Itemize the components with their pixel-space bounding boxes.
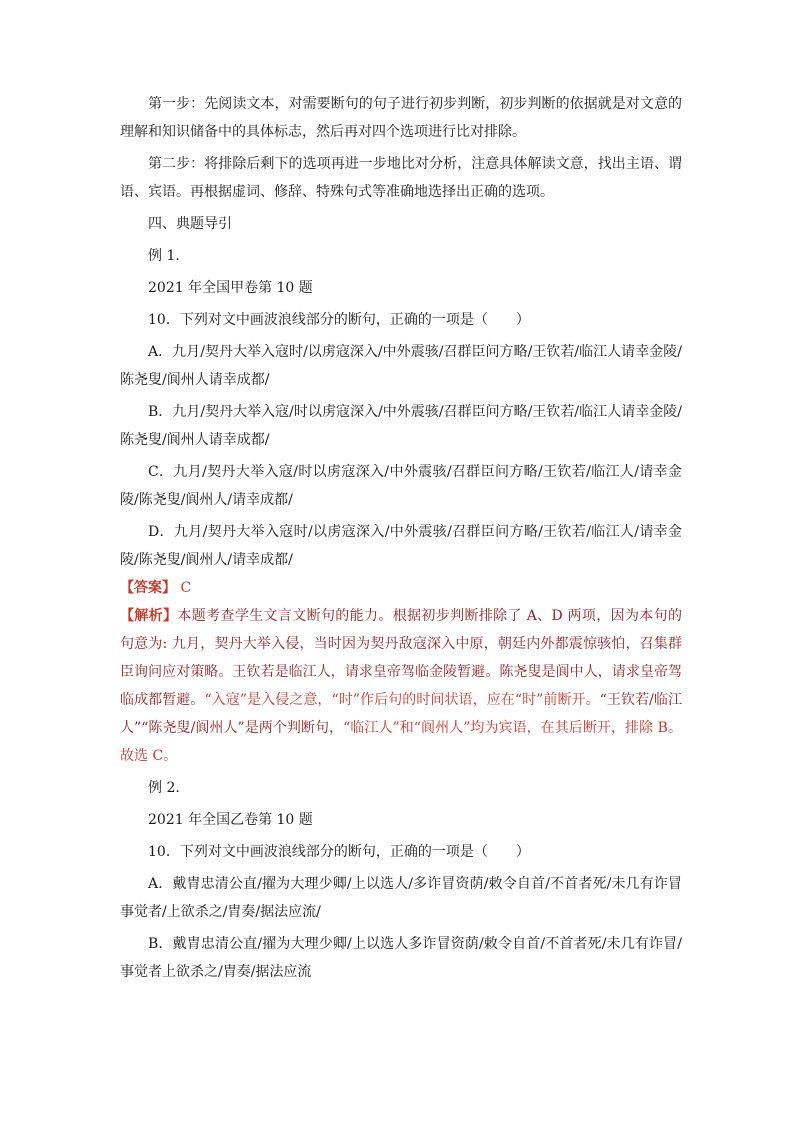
answer-value: C [180,580,192,596]
analysis-text-1: 本题考查学生文言文断句的能力。根据初步判断排除了 A、D 两项，因为本句的句意为: 九月，契丹大举入侵，当时因为契丹敌寇深入中原，朝廷内外都震惊骇怕，召集群臣询问应对策略。王钦若是临江人，请求皇帝驾临金陵暂避。陈尧叟是阆中人，请求皇帝驾临成都暂避。 [120,608,683,708]
example-1-source: 2021 年全国甲卷第 10 题 [148,280,313,296]
example-1-option-d: D．九月/契丹大举入寇时/以虏寇深入/中外震骇/召群臣问方略/王钦若/临江人/请幸金陵/陈尧叟/阆州人/请幸成都/ [120,524,682,568]
example-2-option-a: A．戴胄忠清公直/擢为大理少卿/上以选人/多诈冒资荫/敕令自首/不首者死/未几有诈冒事觉者/上欲杀之/胄奏/据法应流/ [120,876,682,920]
method-step-2: 第二步：将排除后剩下的选项再进一步地比对分析，注意具体解读文意，找出主语、谓语、宾语。再根据虚词、修辞、特殊句式等准确地选择出正确的选项。 [120,156,682,200]
example-2-option-b: B．戴胄忠清公直/擢为大理少卿/上以选人多诈冒资荫/敕令自首/不首者死/未几有诈冒/事觉者上欲杀之/胄奏/据法应流 [120,936,682,980]
example-1-option-b: B．九月/契丹大举入寇/时以虏寇深入/中外震骇/召群臣问方略/王钦若/临江人请幸金陵/陈尧叟/阆州人请幸成都/ [120,404,682,448]
analysis-paragraph [120,602,682,770]
example-1-label: 例 1. [148,248,180,264]
document-page [120,90,682,986]
analysis-label: 【解析】 [120,608,178,624]
example-2-question: 10．下列对文中画波浪线部分的断句，正确的一项是（ ） [148,844,530,860]
analysis-text-2: “入寇”是入侵之意，“时”作后句的时间状语，应在“时”前断开。 [204,692,600,708]
example-2-source: 2021 年全国乙卷第 10 题 [148,812,313,828]
analysis-text-3: “王钦若/临江人”“陈尧叟/阆州人”是两个判断句， [120,692,683,736]
answer-label: 【答案】 [120,580,176,596]
example-1-option-a: A．九月/契丹大举入寇时/以虏寇深入/中外震骇/召群臣问方略/王钦若/临江人请幸金陵/陈尧叟/阆州人请幸成都/ [120,344,682,388]
method-step-1: 第一步：先阅读文本，对需要断句的句子进行初步判断，初步判断的依据就是对文意的理解和知识储备中的具体标志，然后再对四个选项进行比对排除。 [120,96,682,140]
example-1-question: 10．下列对文中画波浪线部分的断句，正确的一项是（ ） [148,312,530,328]
answer-line [120,574,682,602]
example-2-label: 例 2. [148,780,180,796]
analysis-text-4: “临江人”和“阆州人”均为宾语，在其后断开，排除 B。故选 C。 [120,720,682,764]
section-title: 四、典题导引 [148,216,232,232]
example-1-option-c: C．九月/契丹大举入寇/时以虏寇深入/中外震骇/召群臣问方略/王钦若/临江人/请幸金陵/陈尧叟/阆州人/请幸成都/ [120,464,682,508]
